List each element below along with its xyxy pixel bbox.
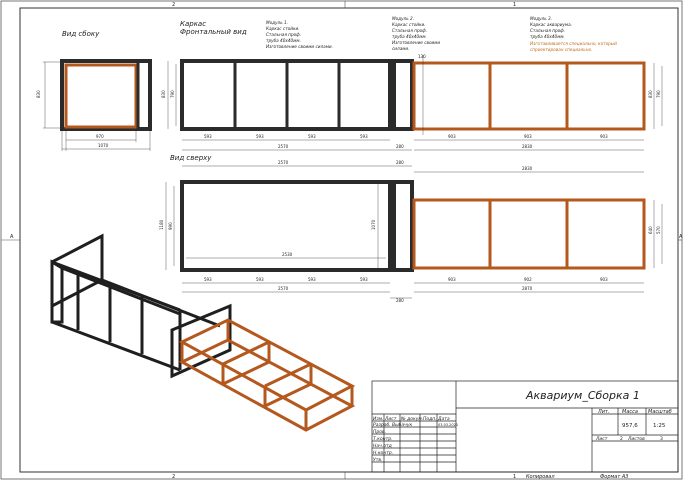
side-width-dim-outer: 1070: [98, 143, 109, 148]
aq2-h-dim-2: 570: [656, 226, 661, 234]
top-h-dim-3: 1070: [371, 219, 376, 230]
top-view-caption: Вид сверху: [170, 154, 212, 162]
aq2-bay-dim-1: 903: [448, 277, 456, 282]
front-h-dim-3: 830: [648, 90, 653, 98]
aq-bay-dim-2: 903: [524, 134, 532, 139]
front-aquarium-frame: [414, 63, 644, 129]
svg-text:Модуль 3.: Модуль 3.: [530, 16, 553, 21]
module3-note: [530, 16, 617, 52]
sheets-number: 3: [660, 437, 663, 442]
top-h-dim-2: 990: [168, 222, 173, 230]
svg-text:Каркас стойки.: Каркас стойки.: [392, 22, 426, 27]
zone-top-2: 2: [172, 2, 176, 8]
sheets-label: Листов: [628, 437, 645, 442]
svg-text:труба 40х40мм.: труба 40х40мм.: [530, 34, 565, 39]
svg-text:Модуль 1.: Модуль 1.: [266, 20, 289, 25]
svg-text:Утв.: Утв.: [373, 458, 383, 463]
svg-text:Изготавливается специально, ко: Изготавливается специально, который: [530, 41, 617, 46]
zone-bottom-2: 2: [172, 474, 176, 480]
svg-text:Нач.отд: Нач.отд: [373, 444, 392, 449]
svg-text:Стальная проф.: Стальная проф.: [530, 28, 566, 33]
front-h-dim-1: 830: [161, 90, 166, 98]
front-view-caption-2: Фронтальный вид: [180, 28, 247, 36]
scale-label: Масштаб: [648, 409, 672, 415]
top-total-lower-dim: 2570: [278, 286, 289, 291]
mass-label: Масса: [622, 409, 638, 415]
svg-text:Н.контр.: Н.контр.: [373, 451, 394, 456]
svg-text:Подп.: Подп.: [423, 417, 437, 422]
top-h-dim-1: 1180: [159, 219, 164, 230]
top-aq-upper-dim: 2830: [522, 166, 533, 171]
front-bay-dim-3: 593: [308, 134, 316, 139]
front-total-dim: 2570: [278, 144, 289, 149]
svg-text:Дата: Дата: [438, 417, 450, 422]
top-bay-dim-2: 593: [256, 277, 264, 282]
svg-text:труба 40х40мм.: труба 40х40мм.: [392, 34, 427, 39]
title-role-rows: [373, 422, 393, 463]
drawing-title: Аквариум_Сборка 1: [526, 389, 640, 402]
copied-label: Копировал: [526, 474, 555, 480]
side-width-dim-inner: 970: [96, 134, 104, 139]
mass-value: 957,6: [622, 423, 638, 429]
zone-bottom-1: 1: [513, 474, 517, 480]
svg-text:силами.: силами.: [392, 46, 410, 51]
zone-side-right: A: [679, 234, 683, 240]
svg-text:Изготовление своими: Изготовление своими: [392, 40, 441, 45]
front-h-dim-2: 790: [170, 90, 175, 98]
top-inner-dim: 2530: [282, 252, 293, 257]
module2-note: [392, 16, 440, 51]
aq2-h-dim-1: 640: [648, 226, 653, 234]
front-bay-dim-1: 593: [204, 134, 212, 139]
zone-side-left: A: [10, 234, 14, 240]
top-aquarium-frame: [414, 200, 644, 268]
scale-value: 1:25: [653, 423, 666, 429]
front-stand-frame: [182, 61, 412, 129]
svg-text:Т.контр.: Т.контр.: [373, 437, 393, 442]
side-view-frame: [62, 61, 150, 129]
svg-text:Пров.: Пров.: [373, 430, 387, 435]
developer-name: Выбачук: [392, 423, 413, 428]
aq2-bay-dim-3: 903: [600, 277, 608, 282]
side-height-dim: 830: [36, 90, 41, 98]
svg-text:Модуль 2.: Модуль 2.: [392, 16, 415, 21]
front-gap-dim: 130: [418, 54, 426, 59]
svg-text:Каркас стойки.: Каркас стойки.: [266, 26, 300, 31]
aq2-total-dim: 2870: [522, 286, 533, 291]
drawing-frame: [20, 8, 678, 472]
top-stand-frame: [182, 182, 412, 270]
top-total-upper-dim: 2570: [278, 160, 289, 165]
lit-label: Лит.: [598, 409, 610, 415]
svg-text:№ докум.: № докум.: [401, 417, 424, 422]
format-label: Формат А3: [600, 474, 629, 480]
svg-text:Стальная проф.: Стальная проф.: [266, 32, 302, 37]
title-header-row: [373, 416, 450, 422]
aq-bay-dim-3: 903: [600, 134, 608, 139]
side-view-caption: Вид сбоку: [62, 30, 100, 38]
svg-text:Изм.: Изм.: [373, 417, 384, 422]
top-bay-dim-4: 593: [360, 277, 368, 282]
zone-top-1: 1: [513, 2, 517, 8]
svg-text:Лист: Лист: [385, 417, 397, 422]
svg-text:спроектирован специально.: спроектирован специально.: [530, 47, 593, 52]
svg-text:труба 40х40мм.: труба 40х40мм.: [266, 38, 301, 43]
top-mid-lower-dim: 280: [396, 298, 404, 303]
front-bay-dim-4: 593: [360, 134, 368, 139]
aq2-bay-dim-2: 902: [524, 277, 532, 282]
top-mid-upper-dim: 280: [396, 160, 404, 165]
svg-text:Каркас аквариума.: Каркас аквариума.: [530, 22, 572, 27]
top-bay-dim-3: 593: [308, 277, 316, 282]
front-mid-dim: 280: [396, 144, 404, 149]
aq-total-dim: 2830: [522, 144, 533, 149]
isometric-aquarium-frame: [182, 320, 352, 430]
front-view-caption-1: Каркас: [180, 20, 207, 28]
aq-bay-dim-1: 903: [448, 134, 456, 139]
front-bay-dim-2: 593: [256, 134, 264, 139]
svg-text:Стальная проф.: Стальная проф.: [392, 28, 428, 33]
svg-text:Разраб.: Разраб.: [373, 423, 391, 428]
module1-note: [266, 20, 333, 49]
sheet-number: 2: [620, 437, 623, 442]
svg-text:Изготовление своими силами.: Изготовление своими силами.: [266, 44, 333, 49]
sheet-label: Лист: [596, 437, 608, 442]
developer-date: 03.03.2021: [438, 423, 459, 427]
front-h-dim-4: 790: [656, 90, 661, 98]
top-bay-dim-1: 593: [204, 277, 212, 282]
